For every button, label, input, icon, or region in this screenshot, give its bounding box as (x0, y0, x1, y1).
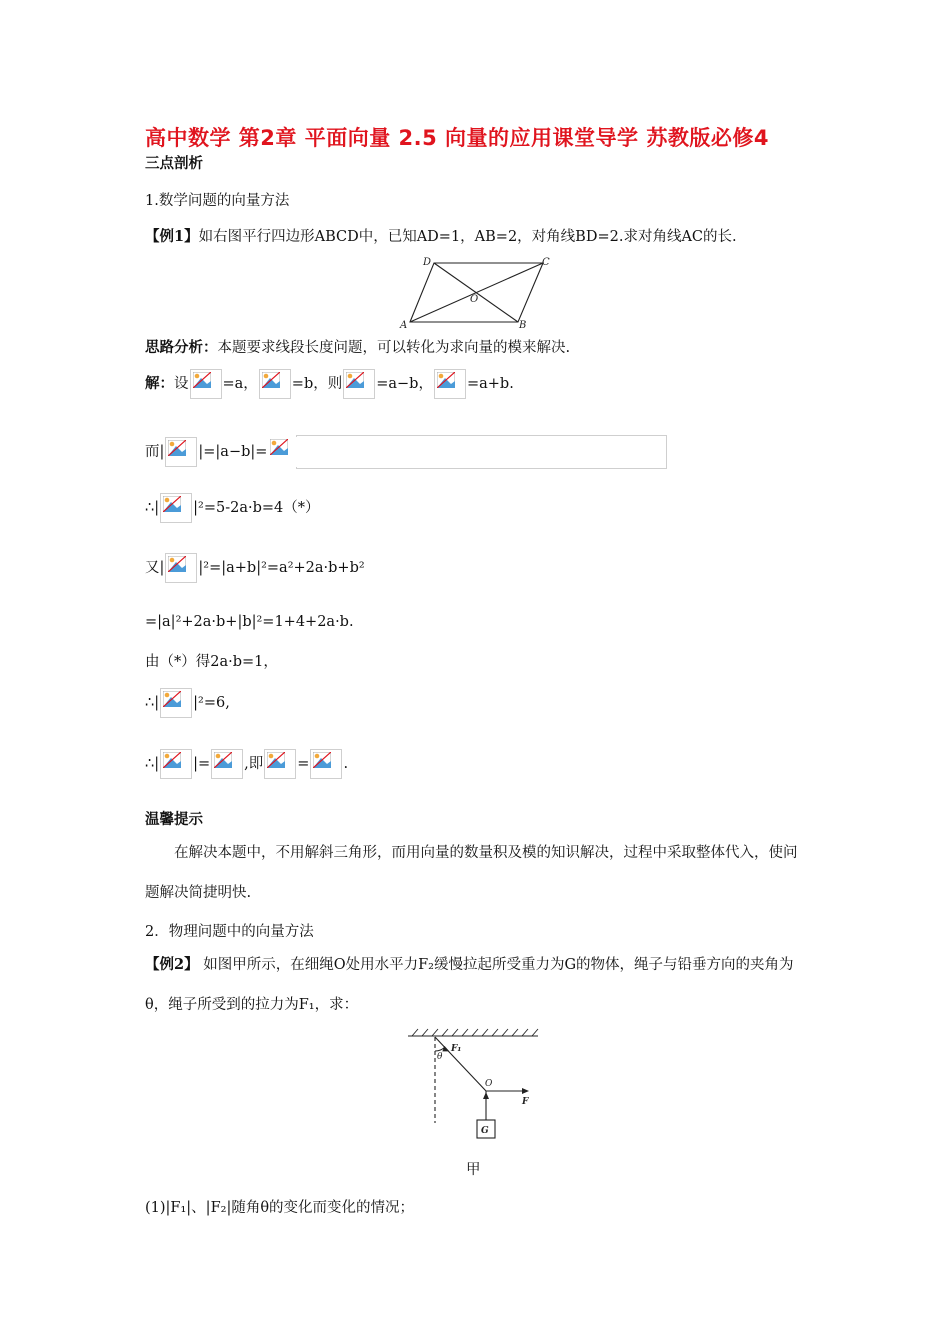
analysis-label: 思路分析： (145, 340, 218, 356)
tip-text: 在解决本题中，不用解斜三角形，而用向量的数量积及模的知识解决，过程中采取整体代入，使问题解决简捷明快. (145, 845, 798, 901)
vector-image-icon (160, 749, 192, 779)
text-abs-equals: |= (193, 756, 211, 772)
example-1-text: 如右图平行四边形ABCD中，已知AD=1，AB=2，对角线BD=2.求对角线AC的长. (198, 229, 737, 245)
text-abs-a-minus-b: |=|a−b|= (198, 444, 268, 460)
formula-image-icon (211, 749, 243, 779)
text-therefore: ∴| (145, 695, 160, 711)
center-o-label: O (470, 294, 479, 305)
solution-label: 解： (145, 376, 174, 392)
ceiling-hatching (412, 1029, 538, 1036)
parallelogram-figure (398, 254, 558, 332)
section-heading: 三点剖析 (145, 156, 203, 172)
subsection-2: 2．物理问题中的向量方法 (145, 924, 314, 940)
question-1: (1)|F₁|、|F₂|随角θ的变化而变化的情况； (145, 1200, 415, 1216)
vertex-b-label: B (519, 320, 527, 331)
text-ji: ,即 (244, 756, 264, 772)
vector-image-icon (264, 749, 296, 779)
solution-line-1 (145, 369, 514, 399)
tip-heading: 温馨提示 (145, 812, 203, 828)
vector-image-icon (343, 369, 375, 399)
analysis-text: 本题要求线段长度问题，可以转化为求向量的模来解决. (217, 340, 571, 356)
solution-line-4 (145, 553, 365, 583)
vector-image-icon (165, 437, 197, 467)
formula-image-icon (268, 437, 300, 467)
text-expansion: |²=|a+b|²=a²+2a·b+b² (198, 560, 365, 576)
vector-image-icon (434, 369, 466, 399)
page-title: 高中数学 第2章 平面向量 2.5 向量的应用课堂导学 苏教版必修4 (145, 126, 769, 150)
text-equals-six: |²=6, (193, 695, 230, 711)
text-therefore: ∴| (145, 500, 160, 516)
diagonal-bd (434, 263, 518, 322)
f1-label: F₁ (451, 1044, 462, 1054)
solution-line-5: =|a|²+2a·b+|b|²=1+4+2a·b. (145, 614, 354, 630)
text-you: 又| (145, 560, 165, 576)
theta-label: θ (437, 1052, 443, 1062)
force-f-label: F (522, 1097, 529, 1107)
force-figure (404, 1025, 544, 1180)
vector-image-icon (160, 493, 192, 523)
text-er: 而| (145, 444, 165, 460)
example-1 (145, 225, 737, 246)
text-therefore: ∴| (145, 756, 160, 772)
vertex-a-label: A (400, 320, 408, 331)
eq-a-minus-b: =a−b， (376, 376, 433, 392)
solution-line-6: 由（*）得2a·b=1， (145, 654, 278, 670)
formula-image-frame (296, 435, 667, 469)
example-2-label: 【例2】 (145, 956, 199, 973)
eq-b: =b，则 (291, 376, 343, 392)
vector-image-icon (160, 688, 192, 718)
force-f-arrowhead (522, 1088, 529, 1094)
vector-image-icon (259, 369, 291, 399)
subsection-1: 1.数学问题的向量方法 (145, 193, 290, 209)
point-o-label: O (485, 1079, 493, 1089)
text-she: 设 (174, 376, 189, 392)
figure-caption: 甲 (466, 1162, 481, 1178)
vector-image-icon (165, 553, 197, 583)
solution-line-8 (145, 749, 348, 779)
g-arrowhead (483, 1092, 489, 1099)
text-equals: = (297, 756, 310, 772)
solution-line-2 (145, 437, 301, 467)
weight-g-label: G (481, 1126, 489, 1136)
solution-line-3 (145, 493, 319, 523)
vertex-d-label: D (423, 257, 432, 268)
example-2-text: 如图甲所示，在细绳O处用水平力F₂缓慢拉起所受重力为G的物体，绳子与铅垂方向的夹角为θ，绳子所受到的拉力为F₁，求： (145, 957, 794, 1013)
eq-a: =a， (222, 376, 258, 392)
text-equation-star: |²=5-2a·b=4（*） (193, 500, 320, 516)
vector-image-icon (190, 369, 222, 399)
formula-image-icon (310, 749, 342, 779)
example-2 (145, 945, 805, 1025)
text-period: . (343, 756, 349, 772)
solution-line-7 (145, 688, 230, 718)
eq-a-plus-b: =a+b. (466, 376, 514, 392)
analysis (145, 336, 570, 357)
vertex-c-label: C (542, 257, 550, 268)
example-1-label: 【例1】 (145, 228, 199, 245)
